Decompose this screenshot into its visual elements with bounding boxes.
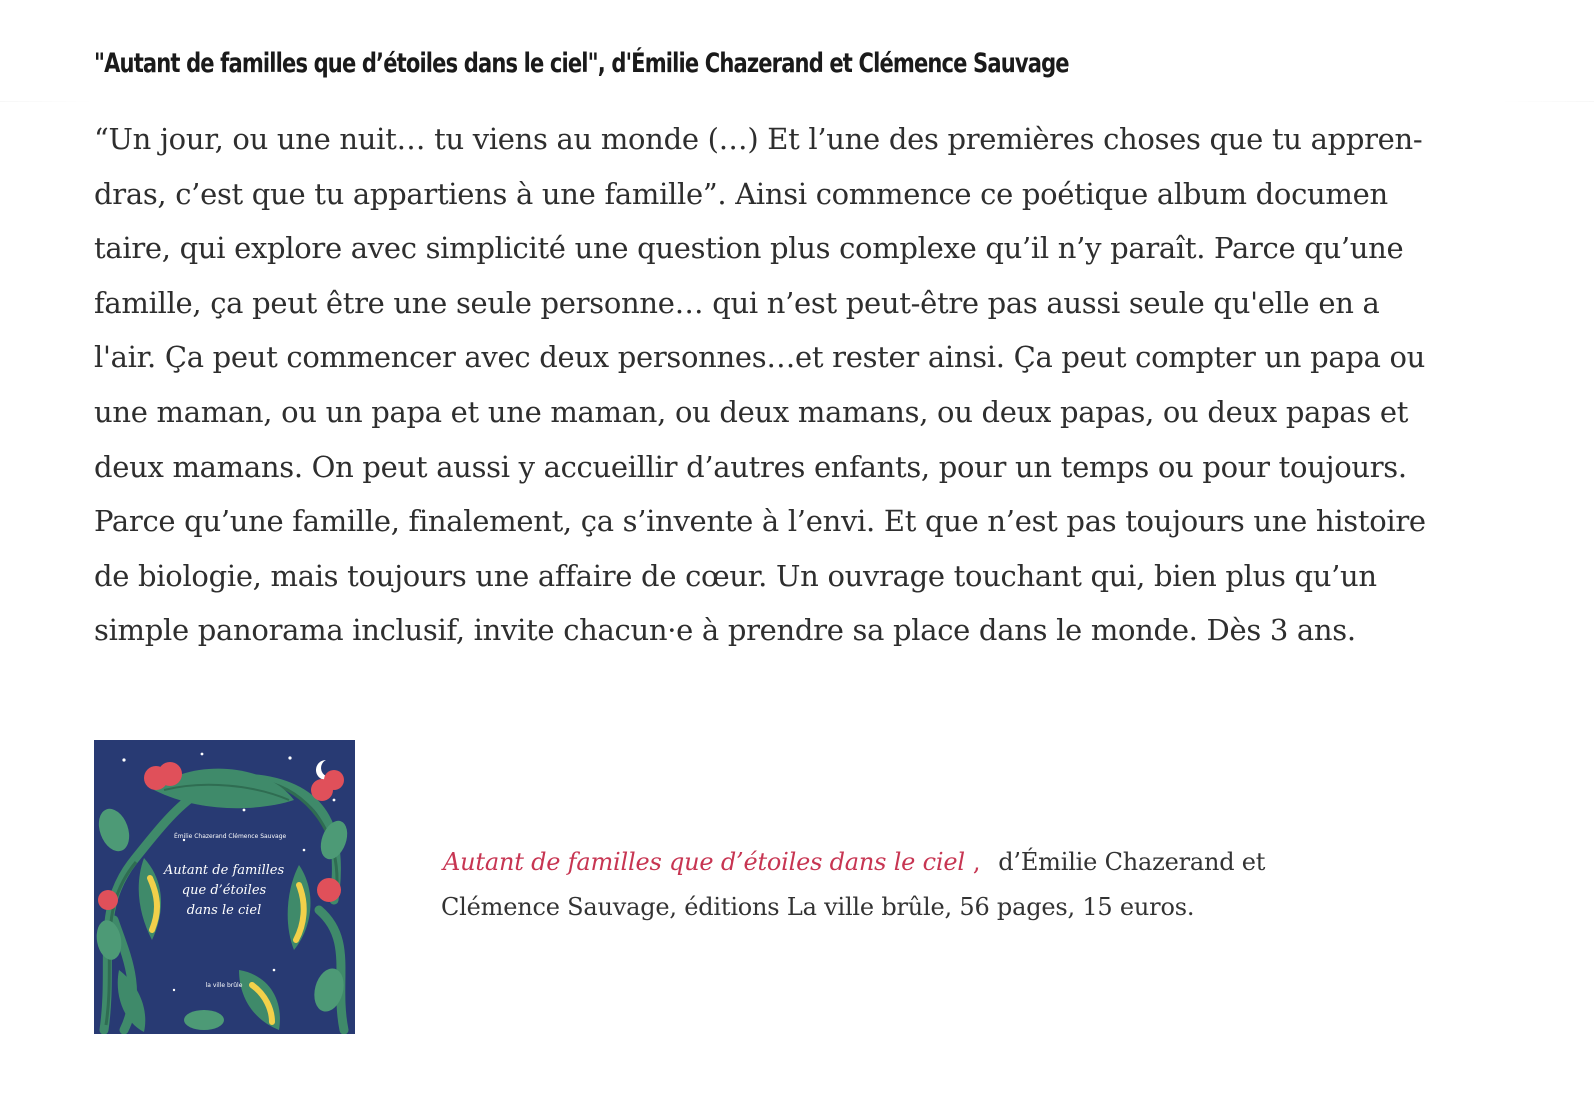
- caption-book-title: Autant de familles que d’étoiles dans le ciel: [443, 848, 965, 876]
- article-body: [94, 112, 1534, 658]
- body-line: une maman, ou un papa et une maman, ou deux mamans, ou deux papas, ou deux papas et: [94, 394, 1409, 429]
- header-divider: [0, 101, 1594, 102]
- body-line: simple panorama inclusif, invite chacun·e à prendre sa place dans le monde. Dès 3 ans.: [94, 613, 1356, 648]
- book-cover-illustration: [94, 740, 355, 1034]
- cover-title-line: dans le ciel: [186, 903, 262, 918]
- cover-publisher-text: la ville brûle: [205, 982, 243, 989]
- caption-details: Clémence Sauvage, éditions La ville brûle, 56 pages, 15 euros.: [441, 893, 1195, 921]
- caption-line: [443, 840, 1343, 885]
- book-cover-image: [94, 740, 355, 1034]
- cover-title-line: que d’étoiles: [181, 883, 267, 898]
- caption-authors: d’Émilie Chazerand et: [998, 848, 1266, 876]
- body-line: Parce qu’une famille, finalement, ça s’invente à l’envi. Et que n’est pas toujours une histoire: [94, 504, 1426, 539]
- body-line: deux mamans. On peut aussi y accueillir d’autres enfants, pour un temps ou pour toujours.: [94, 449, 1407, 484]
- body-line: “Un jour, ou une nuit… tu viens au monde (…) Et l’une des premières choses que tu appren-: [94, 122, 1423, 156]
- body-line: taire, qui explore avec simplicité une question plus complexe qu’il n’y paraît. Parce qu’une: [94, 231, 1404, 266]
- article-headline: "Autant de familles que d’étoiles dans le ciel", d'Émilie Chazerand et Clémence Sauvage: [94, 48, 1069, 79]
- book-caption: [443, 840, 1343, 930]
- caption-comma: ,: [972, 848, 981, 876]
- article: [94, 40, 1534, 648]
- body-line: famille, ça peut être une seule personne… qui n’est peut-être pas aussi seule qu'elle en a: [94, 285, 1380, 320]
- body-line: l'air. Ça peut commencer avec deux personnes…et rester ainsi. Ça peut compter un papa ou: [94, 340, 1426, 375]
- cover-title-line: Autant de familles: [163, 863, 285, 878]
- body-line: dras, c’est que tu appartiens à une famille”. Ainsi commence ce poétique album documen: [94, 176, 1388, 211]
- cover-authors-text: Émilie Chazerand Clémence Sauvage: [174, 833, 287, 840]
- body-line: de biologie, mais toujours une affaire de cœur. Un ouvrage touchant qui, bien plus qu’un: [94, 558, 1377, 593]
